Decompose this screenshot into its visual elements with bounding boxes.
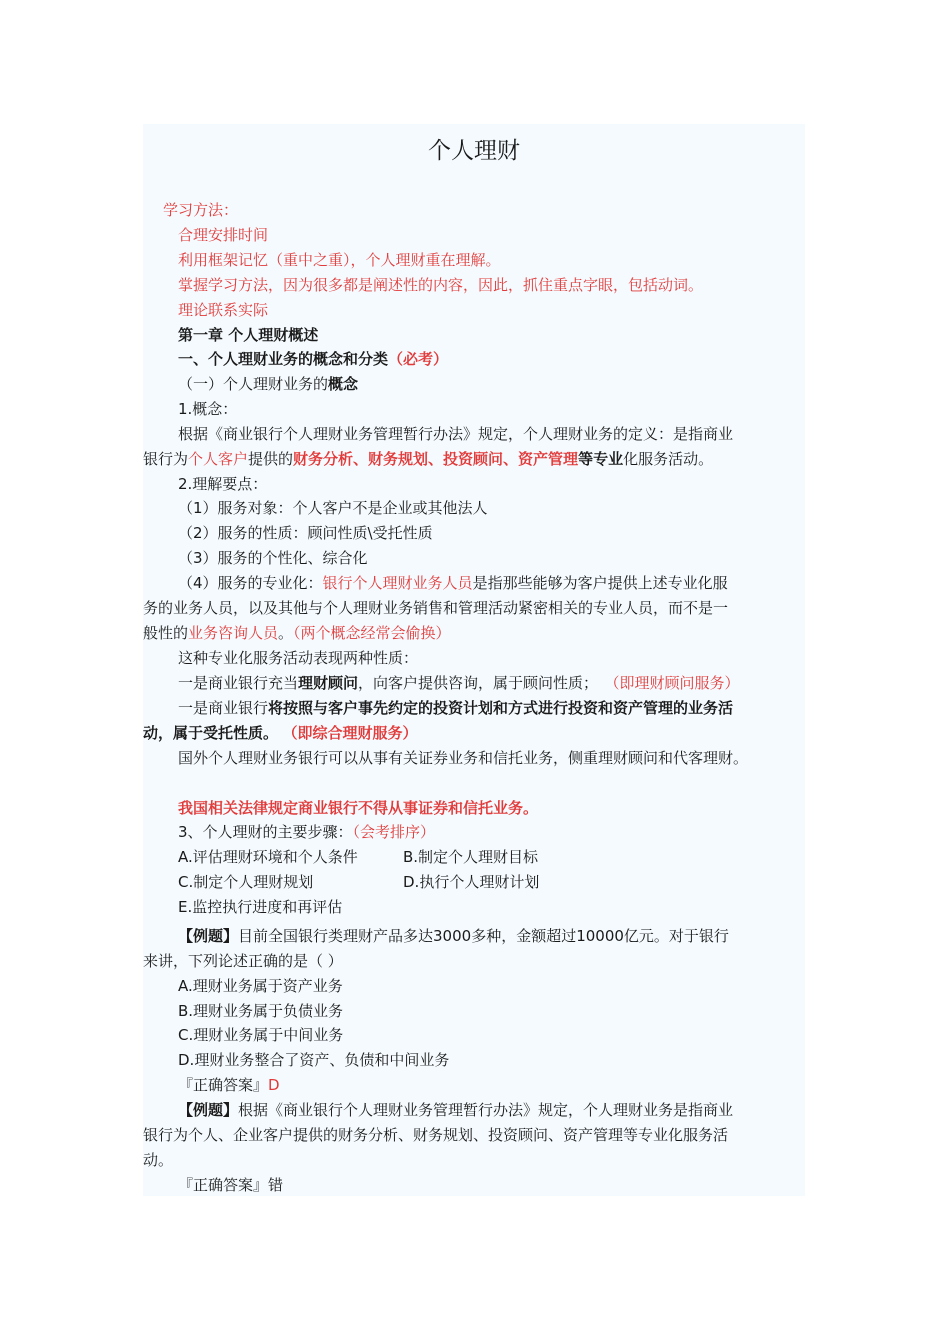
bold-span: 等专业 <box>578 450 624 468</box>
example-question-line: 动。 <box>143 1151 174 1169</box>
bold-span: 将按照与客户事先约定的投资计划和方式进行投资和资产管理的业务活 <box>268 699 734 717</box>
nature-intro: 这种专业化服务活动表现两种性质： <box>178 649 419 667</box>
answer-line <box>178 1174 283 1196</box>
method-heading: 学习方法： <box>163 201 239 219</box>
method-item: 合理安排时间 <box>178 226 269 244</box>
step-item: B.制定个人理财目标 <box>403 848 539 866</box>
bold-span: 理财顾问 <box>298 674 359 692</box>
answer-label: 『正确答案』 <box>178 1076 269 1094</box>
note-span: （会考排序） <box>352 823 436 841</box>
point-item-line: 务的业务人员，以及其他与个人理财业务销售和管理活动紧密相关的专业人员，而不是一 <box>143 599 729 617</box>
steps-heading <box>178 821 435 843</box>
text-span: 目前全国银行类理财产品多达3000多种，金额超过10000亿元。对于银行 <box>238 927 729 945</box>
method-item: 理论联系实际 <box>178 301 269 319</box>
nature-china: 我国相关法律规定商业银行不得从事证券和信托业务。 <box>178 799 539 817</box>
point-item: （2）服务的性质：顾问性质\受托性质 <box>178 524 433 542</box>
chapter-heading: 第一章 个人理财概述 <box>178 326 319 344</box>
note-span: （两个概念经常会偷换） <box>293 624 451 642</box>
method-item: 掌握学习方法，因为很多都是阐述性的内容，因此，抓住重点字眼，包括动词。 <box>178 276 704 294</box>
text-span: 是指那些能够为客户提供上述专业化服 <box>472 574 728 592</box>
method-item: 利用框架记忆（重中之重），个人理财重在理解。 <box>178 251 501 269</box>
option-item: C.理财业务属于中间业务 <box>178 1026 344 1044</box>
step-item: C.制定个人理财规划 <box>178 873 314 891</box>
subsection-heading <box>178 373 358 395</box>
section-heading <box>178 348 448 370</box>
step-item: E.监控执行进度和再评估 <box>178 898 343 916</box>
note-span: （即综合理财服务） <box>290 724 418 742</box>
example-tag: 【例题】 <box>178 1101 239 1119</box>
subsection-text: （一）个人理财业务的 <box>178 375 329 393</box>
point-item: （3）服务的个性化、综合化 <box>178 549 368 567</box>
text-span: 根据《商业银行个人理财业务管理暂行办法》规定，个人理财业务是指商业 <box>238 1101 734 1119</box>
highlight-span: 财务分析、财务规划、投资顾问、资产管理 <box>293 450 579 468</box>
point-item-line <box>143 622 451 644</box>
step-item: A.评估理财环境和个人条件 <box>178 848 358 866</box>
highlight-span: 银行个人理财业务人员 <box>322 574 473 592</box>
answer-line <box>178 1074 280 1096</box>
bold-span: 动，属于受托性质。 <box>143 724 279 742</box>
answer-value: 错 <box>268 1176 284 1194</box>
step-item: D.执行个人理财计划 <box>403 873 540 891</box>
option-item: A.理财业务属于资产业务 <box>178 977 343 995</box>
points-label: 2.理解要点： <box>178 475 268 493</box>
text-span: ，向客户提供咨询，属于顾问性质； <box>358 674 599 692</box>
nature-two <box>178 697 733 719</box>
answer-label: 『正确答案』 <box>178 1176 269 1194</box>
point-item <box>178 572 728 594</box>
text-span: 银行为 <box>143 450 189 468</box>
exam-tag: （必考） <box>388 350 449 368</box>
concept-paragraph-line: 根据《商业银行个人理财业务管理暂行办法》规定，个人理财业务的定义：是指商业 <box>178 425 734 443</box>
highlight-span: 业务咨询人员 <box>188 624 279 642</box>
text-span: 3、个人理财的主要步骤： <box>178 823 353 841</box>
text-span: （4）服务的专业化： <box>178 574 323 592</box>
highlight-span: 个人客户 <box>188 450 249 468</box>
page-title: 个人理财 <box>428 138 520 164</box>
option-item: B.理财业务属于负债业务 <box>178 1002 344 1020</box>
example-question-line <box>178 925 729 947</box>
subsection-bold: 概念 <box>328 375 359 393</box>
text-span: 提供的 <box>248 450 294 468</box>
example-question-line: 银行为个人、企业客户提供的财务分析、财务规划、投资顾问、资产管理等专业化服务活 <box>143 1126 729 1144</box>
example-question-line <box>178 1099 733 1121</box>
text-span: 一是商业银行 <box>178 699 269 717</box>
text-span: 。 <box>278 624 294 642</box>
example-tag: 【例题】 <box>178 927 239 945</box>
nature-foreign: 国外个人理财业务银行可以从事有关证券业务和信托业务，侧重理财顾问和代客理财。 <box>178 749 749 767</box>
concept-label: 1.概念： <box>178 400 238 418</box>
example-question-line: 来讲，下列论述正确的是（ ） <box>143 952 343 970</box>
text-span: 一是商业银行充当 <box>178 674 299 692</box>
nature-one <box>178 672 740 694</box>
answer-value: D <box>268 1076 280 1094</box>
text-span: 化服务活动。 <box>623 450 714 468</box>
note-span: （即理财顾问服务） <box>612 674 740 692</box>
option-item: D.理财业务整合了资产、负债和中间业务 <box>178 1051 450 1069</box>
section-heading-text: 一、个人理财业务的概念和分类 <box>178 350 389 368</box>
text-span: 般性的 <box>143 624 189 642</box>
point-item: （1）服务对象：个人客户不是企业或其他法人 <box>178 499 488 517</box>
concept-paragraph-line <box>143 448 713 470</box>
nature-two-line <box>143 722 418 744</box>
